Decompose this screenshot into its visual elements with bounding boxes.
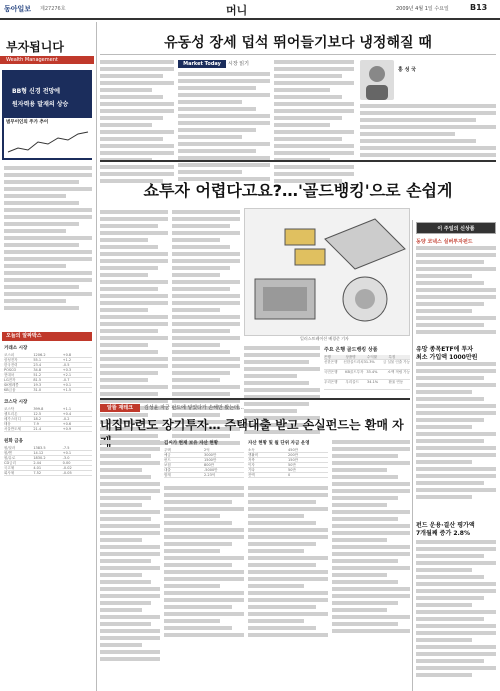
new-product-1-title: 동양 코넥스 실버투자펀드 [416,239,473,245]
gold-headline-block [100,166,496,206]
author-photo [360,60,394,100]
asset-table-1-title: 김씨가 현재 보유 자산 현황 [164,441,219,446]
gold-banking-table [324,346,410,390]
bottom-headline: 내집마련도 장기투자… 주택대출 받고 손실펀드는 환매 자 [100,418,404,432]
gold-article-col-1 [100,210,168,448]
new-product-2-sub: 최소 가입액 1000만원 [416,354,478,361]
chart-title: 범무이인의 주가 추이 [6,120,49,125]
bank-vault-illustration [245,209,411,337]
promo-line-2: 원자력용 말재의 상승 [12,101,69,108]
top-headline-block [100,24,496,52]
column-title: 부자됩니다 [6,40,64,54]
column-tag: Market Today [178,60,226,68]
column-subtitle-bar [0,56,94,64]
bottom-article-col-4 [332,440,410,636]
masthead [0,0,500,20]
divider [100,160,496,162]
gold-table-title: 주요 은행 골드뱅킹 상품 [324,347,378,353]
new-product-1-body [416,246,496,337]
illustration-caption: 일러스트레이션 배경준 기자 [300,336,349,341]
table-row: 국민은행 KB골드투자 33.4% 소액 적립 가능 [324,370,410,380]
new-product-3-sub: 7개월째 증가 2.8% [416,530,470,537]
data-box-header [2,332,92,341]
table-section-label: 원화 금융 [4,439,23,444]
newspaper-name: 동아일보 [4,5,32,13]
new-product-3-title: 펀드 운용·결산 평가액 [416,522,475,529]
stock-chart [4,118,92,158]
table-row: 우리은행 우리골드 34.1% 환율 연동 [324,380,410,390]
divider [100,54,496,55]
table-section-label: 거래소 시장 [4,346,28,351]
bottom-kicker-sub: 김성윤 자금 펀드에 넣었다가 손해만 봤는데… [144,405,244,411]
new-product-2-title: 유망 종목ETF에 투자 [416,346,474,353]
bottom-kicker: 알뜰 재테크 [100,404,140,412]
promo-line-1: BB형 신경 전망에 [12,88,61,95]
asset-table-2-title: 자산 현황 및 월 단위 자금 운영 [248,441,310,446]
divider [100,398,410,400]
bottom-article-col-1 [100,440,160,664]
column-subtag: 시장 읽기 [228,61,249,67]
section-title: 머니 [226,4,248,17]
gold-table-header: 은행 [324,355,331,359]
gold-table-header: 특징 [388,355,396,359]
table-row: 신한은행 신한골드리치 31.3% 금 실물 인출 가능 [324,360,410,370]
author-name: 홍 성 국 [398,67,416,73]
issue-number: 제27276호 [40,6,66,12]
left-article-body [4,166,92,313]
gold-table-header: 상품명 [345,355,356,359]
column-divider [412,220,413,691]
bottom-article-col-3 [248,486,328,640]
bottom-article-col-2 [164,486,244,640]
price-line [8,132,88,152]
new-products-header: 이 주일의 신상품 [416,222,496,234]
page-number: B13 [470,3,488,12]
gold-article-col-2 [172,210,240,448]
market-tables: 거래소 시장 코스피 1206.2 +0.8 삼성전자 55.1 +1.2 한국전력 23.4 -0.5 POSCO 34.8 +0.3 현대차 51.2 +2.1 LG전자 81.5 -0.7 SK텔레콤 19.3 +0.1 KB금융 31.0 +1.5 코스닥 시장 코스닥 399.8 +1.1 셀트리온 12.5 +0.4 메가스터디 18.2 -0.2 태웅 7.9 +0.6 서울반도체 21.4 +0.9 원화 금융 원/달러 1383.5 -7.5 원/엔 14.12 +0.1 원/유로 1830.2 -3.0 CD금리 2.44 0.00 국고채 4.01 -0.02 회사채 7.52 -0.05 [4,345,92,476]
table-section-label: 코스닥 시장 [4,400,28,405]
new-product-2-body [416,362,496,502]
asset-table-1: 김씨가 현재 보유 자산 현황 주택 2억 예금 3000만 펀드 1500만 보험 800만 대출 -5000만 합계 2.23억 [164,440,244,478]
gold-illustration [244,208,410,336]
data-box-title: 오늘의 알짜박스 [6,333,42,339]
gold-table-header: 수익률 [367,355,378,359]
new-product-3-body [416,540,496,680]
person-icon [360,60,394,100]
issue-date: 2009년 4월 1일 수요일 [396,6,449,12]
top-headline: 유동성 장세 덥석 뛰어들기보다 냉정해질 때 [164,35,432,51]
price-line-chart [4,126,92,158]
gold-headline: 쇼투자 어렵다고요?…'골드뱅킹'으로 손쉽게 [143,181,453,200]
top-article-col-4 [360,104,496,160]
asset-table-2: 자산 현황 및 월 단위 자금 운영 소득 450만 생활비 200만 저축 150만 이자 50만 기타 50만 잔액 0 [248,440,328,478]
column-divider [96,22,97,691]
column-subtitle: Wealth Management [6,57,58,63]
